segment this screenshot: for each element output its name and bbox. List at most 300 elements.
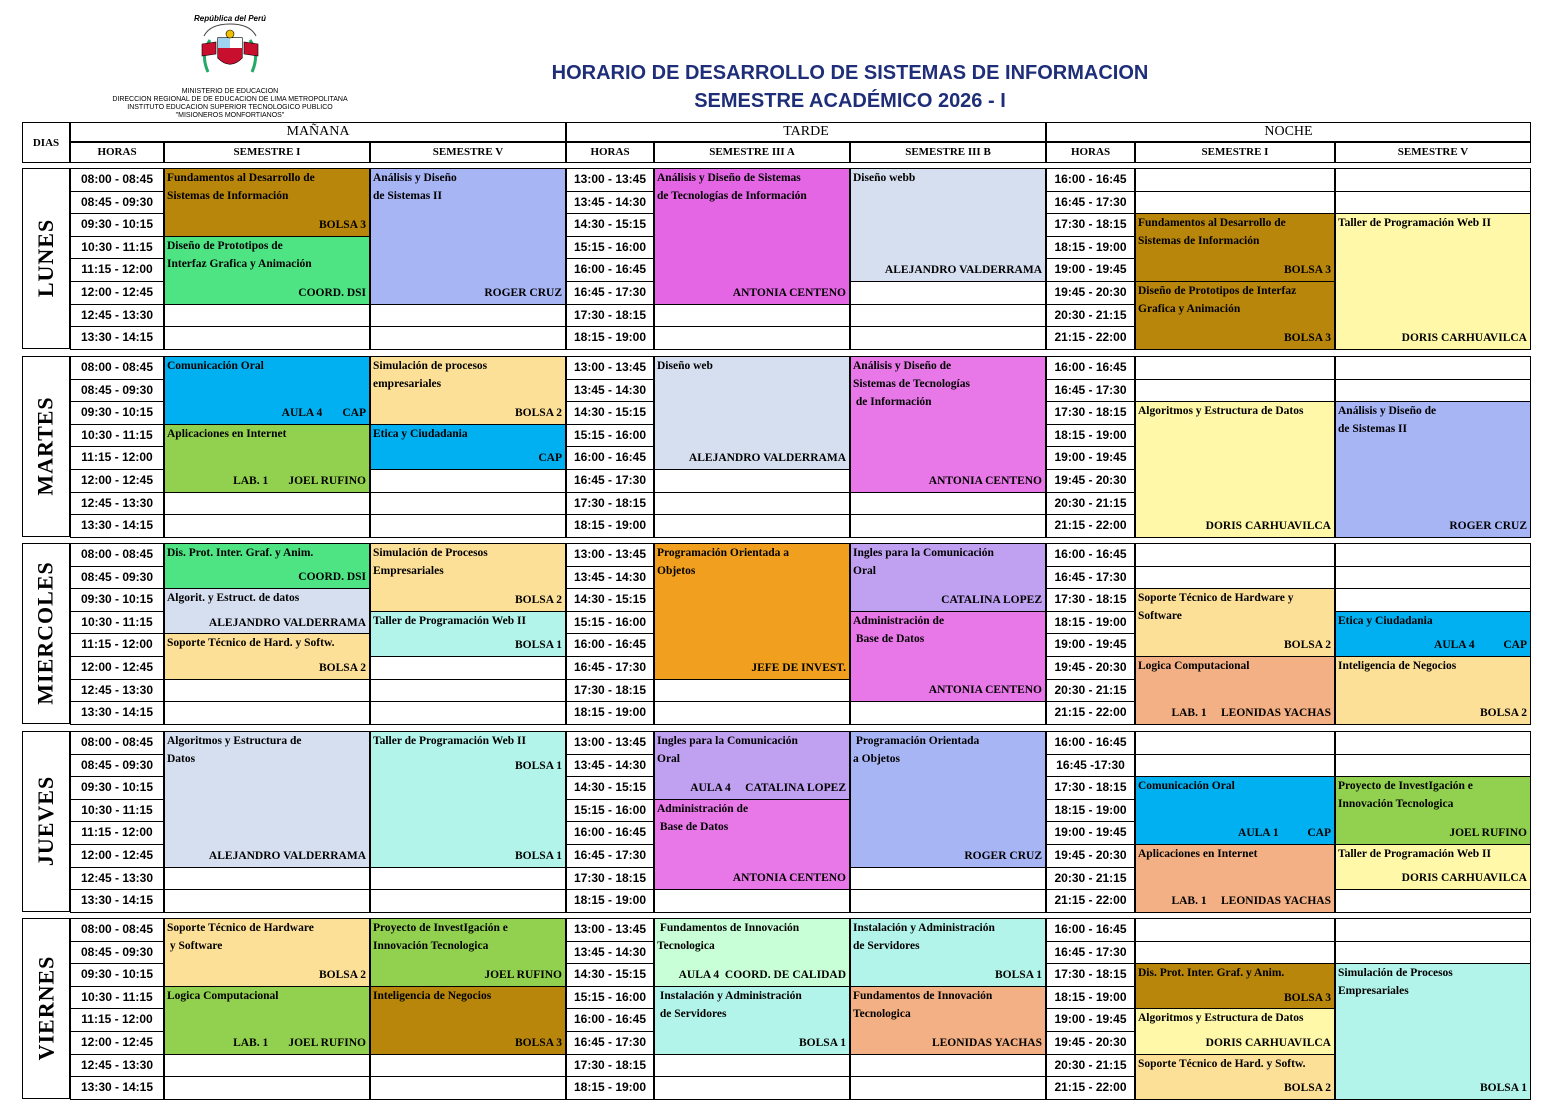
time-cell: [1046, 844, 1135, 868]
institution-line: INSTITUTO EDUCACION SUPERIOR TECNOLOGICO PUBLICO: [127, 104, 333, 111]
time-cell: [566, 799, 654, 823]
empty-slot: [370, 469, 566, 493]
time-label: 16:00 - 16:45: [1054, 172, 1127, 186]
column-subheader: [654, 142, 850, 163]
course-title-line: y Software: [167, 939, 223, 952]
column-subheader: [1135, 142, 1335, 163]
day-label-lunes: [22, 168, 70, 349]
course-title-line: de Servidores: [657, 1007, 727, 1020]
day-name: JUEVES: [33, 776, 59, 867]
empty-slot: [1135, 754, 1335, 778]
course-title-line: Aplicaciones en Internet: [1138, 848, 1258, 860]
course-title-line: Interfaz Grafica y Animación: [167, 257, 312, 270]
empty-slot: [1335, 588, 1531, 612]
course-footer: LAB. 1 LEONIDAS YACHAS: [1171, 894, 1331, 907]
turno-header: [70, 122, 566, 142]
day-name: LUNES: [33, 219, 59, 298]
time-label: 17:30 - 18:15: [573, 307, 647, 322]
time-label: 19:00 - 19:45: [1054, 637, 1127, 652]
course-title-line: Programación Orientada a: [657, 547, 790, 559]
course-title-line: Tecnologica: [853, 1007, 911, 1020]
day-label-martes: [22, 356, 70, 537]
time-cell: [70, 821, 164, 845]
course-title-line: Ingles para la Comunicación: [853, 547, 994, 559]
day-name: MIERCOLES: [33, 561, 59, 706]
column-subheader-label: HORAS: [1070, 146, 1111, 158]
course-block: [164, 356, 370, 425]
time-label: 20:30 - 21:15: [1054, 1057, 1127, 1072]
time-cell: [566, 754, 654, 778]
column-subheader: [566, 142, 654, 163]
time-label: 16:45 - 17:30: [573, 660, 647, 674]
time-cell: [1046, 679, 1135, 703]
empty-slot: [1135, 379, 1335, 403]
course-title-line: empresariales: [373, 377, 442, 390]
course-footer: BOLSA 3: [515, 1036, 562, 1049]
time-label: 16:45 - 17:30: [1054, 194, 1127, 209]
course-footer: ALEJANDRO VALDERRAMA: [688, 452, 846, 465]
course-block: [654, 168, 850, 305]
time-cell: [566, 963, 654, 987]
institution-line: DIRECCION REGIONAL DE DE EDUCACION DE LIMA METROPOLITANA: [112, 96, 348, 103]
course-title-line: Base de Datos: [657, 820, 729, 833]
course-footer: LAB. 1 JOEL RUFINO: [233, 1036, 366, 1049]
time-label: 12:45 - 13:30: [80, 682, 154, 697]
time-label: 16:00 - 16:45: [573, 450, 647, 465]
course-block: [654, 799, 850, 890]
course-block: [850, 918, 1046, 987]
course-title-line: Proyecto de InvestIgación e: [373, 922, 508, 934]
time-label: 19:45 - 20:30: [1054, 1035, 1127, 1049]
course-footer: BOLSA 2: [1480, 706, 1527, 719]
time-cell: [566, 258, 654, 282]
empty-slot: [654, 1054, 850, 1078]
time-label: 14:30 - 15:15: [573, 967, 647, 982]
column-subheader-label: SEMESTRE III A: [709, 146, 795, 158]
time-label: 14:30 - 15:15: [573, 217, 647, 232]
course-footer: BOLSA 3: [1284, 264, 1331, 277]
time-cell: [1046, 469, 1135, 493]
time-cell: [70, 424, 164, 448]
day-name: VIERNES: [33, 955, 58, 1061]
time-label: 13:00 - 13:45: [573, 735, 647, 749]
time-label: 16:00 - 16:45: [573, 637, 647, 652]
time-cell: [70, 514, 164, 538]
course-title-line: Comunicación Oral: [1138, 780, 1235, 793]
time-label: 19:00 - 19:45: [1054, 825, 1127, 840]
time-label: 12:00 - 12:45: [80, 285, 154, 299]
time-cell: [1046, 281, 1135, 305]
empty-slot: [1335, 566, 1531, 590]
course-title-line: Simulación de Procesos: [1338, 967, 1453, 980]
time-label: 16:00 - 16:45: [573, 825, 647, 840]
course-block: [1135, 281, 1335, 350]
course-title-line: Diseño de Prototipos de: [167, 239, 283, 252]
course-title-line: Inteligencia de Negocios: [1338, 660, 1457, 672]
course-block: [370, 168, 566, 305]
column-subheader: [1046, 142, 1135, 163]
time-cell: [1046, 446, 1135, 470]
empty-slot: [1135, 191, 1335, 215]
time-cell: [566, 236, 654, 260]
empty-slot: [1335, 918, 1531, 942]
column-subheader: [70, 142, 164, 163]
time-cell: [1046, 213, 1135, 237]
time-cell: [1046, 1054, 1135, 1078]
time-label: 10:30 - 11:15: [81, 239, 153, 254]
time-cell: [566, 1076, 654, 1100]
time-cell: [1046, 191, 1135, 215]
course-footer: ANTONIA CENTENO: [732, 872, 846, 885]
course-title-line: Software: [1138, 610, 1182, 622]
empty-slot: [850, 867, 1046, 891]
empty-slot: [370, 326, 566, 350]
empty-slot: [370, 867, 566, 891]
time-cell: [70, 986, 164, 1010]
course-footer: ROGER CRUZ: [964, 849, 1042, 862]
empty-slot: [654, 469, 850, 493]
time-cell: [566, 701, 654, 725]
time-cell: [1046, 799, 1135, 823]
course-title-line: Innovación Tecnologica: [1338, 798, 1454, 810]
course-footer: BOLSA 1: [515, 849, 562, 862]
course-block: [1135, 401, 1335, 538]
course-title-line: de Información: [853, 395, 932, 408]
time-label: 11:15 - 12:00: [81, 637, 153, 652]
time-label: 20:30 - 21:15: [1054, 870, 1127, 885]
course-footer: ALEJANDRO VALDERRAMA: [208, 849, 366, 862]
course-title-line: Empresariales: [1338, 985, 1409, 997]
time-cell: [70, 258, 164, 282]
time-cell: [1046, 754, 1135, 778]
course-footer: ANTONIA CENTENO: [732, 286, 846, 299]
time-cell: [566, 492, 654, 516]
time-label: 15:15 - 16:00: [573, 239, 647, 254]
time-cell: [1046, 326, 1135, 350]
time-label: 18:15 - 19:00: [573, 330, 647, 345]
time-label: 16:45 - 17:30: [1054, 569, 1127, 584]
time-cell: [566, 844, 654, 868]
course-block: [654, 543, 850, 680]
course-footer: BOLSA 2: [1284, 639, 1331, 652]
empty-slot: [164, 326, 370, 350]
empty-slot: [370, 514, 566, 538]
time-cell: [566, 543, 654, 567]
course-title-line: a Objetos: [853, 752, 900, 765]
time-cell: [70, 941, 164, 965]
course-title-line: Instalación y Administración: [657, 989, 802, 1002]
time-label: 12:00 - 12:45: [80, 1035, 154, 1049]
time-label: 13:30 - 14:15: [80, 705, 154, 720]
time-cell: [1046, 356, 1135, 380]
time-label: 19:45 - 20:30: [1054, 285, 1127, 299]
course-block: [370, 918, 566, 987]
time-label: 12:00 - 12:45: [80, 848, 154, 862]
column-subheader-label: SEMESTRE III B: [905, 146, 991, 158]
empty-slot: [370, 492, 566, 516]
column-subheader-label: SEMESTRE I: [233, 146, 301, 158]
time-label: 13:30 - 14:15: [80, 518, 154, 533]
course-footer: BOLSA 3: [1284, 991, 1331, 1004]
course-title-line: Datos: [167, 752, 196, 765]
empty-slot: [164, 1076, 370, 1100]
course-title-line: Ingles para la Comunicación: [657, 735, 798, 747]
time-label: 09:30 - 10:15: [80, 405, 154, 420]
course-title-line: Tecnologica: [657, 939, 715, 952]
empty-slot: [654, 326, 850, 350]
empty-slot: [1335, 379, 1531, 403]
empty-slot: [370, 889, 566, 913]
time-label: 11:15 - 12:00: [81, 262, 153, 277]
course-block: [370, 611, 566, 657]
time-cell: [566, 611, 654, 635]
course-block: [654, 986, 850, 1055]
time-cell: [70, 168, 164, 192]
time-label: 13:00 - 13:45: [573, 547, 647, 561]
time-label: 21:15 - 22:00: [1054, 1080, 1127, 1095]
time-label: 18:15 - 19:00: [1054, 802, 1127, 817]
course-block: [1135, 656, 1335, 725]
course-footer: BOLSA 2: [1284, 1081, 1331, 1094]
time-label: 15:15 - 16:00: [573, 989, 647, 1004]
time-cell: [70, 566, 164, 590]
time-cell: [1046, 424, 1135, 448]
course-footer: ANTONIA CENTENO: [928, 474, 1042, 487]
time-label: 13:45 - 14:30: [573, 757, 647, 772]
time-cell: [566, 326, 654, 350]
time-label: 15:15 - 16:00: [573, 802, 647, 817]
time-cell: [566, 281, 654, 305]
course-title-line: Innovación Tecnologica: [373, 939, 489, 952]
time-label: 19:00 - 19:45: [1054, 1012, 1127, 1027]
empty-slot: [850, 492, 1046, 516]
course-title-line: Fundamentos de Innovación: [657, 922, 800, 934]
time-label: 08:45 - 09:30: [80, 194, 154, 209]
time-cell: [566, 731, 654, 755]
time-label: 20:30 - 21:15: [1054, 307, 1127, 322]
empty-slot: [850, 1054, 1046, 1078]
course-title-line: Soporte Técnico de Hard. y Softw.: [167, 637, 335, 650]
course-block: [164, 236, 370, 305]
course-block: [1135, 1008, 1335, 1054]
time-label: 12:45 - 13:30: [80, 870, 154, 885]
course-block: [164, 168, 370, 237]
time-cell: [70, 867, 164, 891]
time-label: 10:30 - 11:15: [81, 802, 153, 817]
turno-header: [1046, 122, 1531, 142]
course-footer: AULA 4 COORD. DE CALIDAD: [678, 968, 846, 981]
time-cell: [1046, 1031, 1135, 1055]
time-cell: [70, 469, 164, 493]
course-title-line: Etica y Ciudadania: [1338, 614, 1433, 627]
time-label: 13:00 - 13:45: [573, 360, 647, 374]
time-cell: [1046, 168, 1135, 192]
time-label: 13:30 - 14:15: [80, 1080, 154, 1095]
time-label: 17:30 - 18:15: [573, 1057, 647, 1072]
course-footer: BOLSA 2: [515, 406, 562, 419]
course-footer: JEFE DE INVEST.: [751, 661, 846, 674]
course-block: [850, 356, 1046, 493]
time-label: 19:00 - 19:45: [1054, 262, 1127, 277]
course-title-line: Objetos: [657, 564, 696, 577]
course-block: [1335, 656, 1531, 725]
empty-slot: [654, 889, 850, 913]
empty-slot: [1335, 754, 1531, 778]
course-title-line: Taller de Programación Web II: [373, 735, 526, 747]
empty-slot: [654, 492, 850, 516]
course-title-line: Administración de: [657, 802, 749, 815]
time-cell: [70, 304, 164, 328]
course-title-line: Algorit. y Estruct. de datos: [167, 592, 300, 605]
empty-slot: [850, 701, 1046, 725]
course-block: [850, 611, 1046, 702]
time-label: 20:30 - 21:15: [1054, 495, 1127, 510]
time-cell: [70, 1031, 164, 1055]
empty-slot: [1135, 168, 1335, 192]
course-title-line: Sistemas de Tecnologías: [853, 377, 970, 390]
time-label: 13:45 - 14:30: [573, 569, 647, 584]
course-footer: COORD. DSI: [298, 571, 366, 584]
turno-label: MAÑANA: [286, 124, 350, 139]
time-cell: [70, 446, 164, 470]
course-title-line: Fundamentos al Desarrollo de: [1138, 217, 1286, 230]
course-block: [654, 918, 850, 987]
dias-header: [22, 122, 70, 163]
time-cell: [566, 918, 654, 942]
course-title-line: Algoritmos y Estructura de Datos: [1138, 405, 1304, 418]
empty-slot: [1335, 168, 1531, 192]
day-name: MARTES: [33, 396, 59, 497]
course-title-line: Aplicaciones en Internet: [167, 427, 287, 440]
turno-header: [566, 122, 1046, 142]
course-title-line: Sistemas de Información: [167, 189, 289, 202]
time-cell: [70, 889, 164, 913]
course-title-line: Grafica y Animación: [1138, 302, 1241, 315]
empty-slot: [370, 679, 566, 703]
course-footer: JOEL RUFINO: [1449, 827, 1527, 840]
time-cell: [566, 1008, 654, 1032]
time-label: 20:30 - 21:15: [1054, 682, 1127, 697]
time-cell: [1046, 543, 1135, 567]
time-cell: [1046, 776, 1135, 800]
course-block: [370, 731, 566, 868]
time-label: 16:00 - 16:45: [1054, 922, 1127, 936]
time-cell: [70, 401, 164, 425]
time-cell: [1046, 867, 1135, 891]
time-label: 13:45 - 14:30: [573, 944, 647, 959]
course-block: [370, 543, 566, 612]
empty-slot: [164, 1054, 370, 1078]
time-label: 19:45 - 20:30: [1054, 848, 1127, 862]
time-cell: [566, 514, 654, 538]
empty-slot: [164, 867, 370, 891]
time-label: 08:45 - 09:30: [80, 382, 154, 397]
time-cell: [70, 492, 164, 516]
course-footer: BOLSA 1: [799, 1036, 846, 1049]
course-block: [1135, 776, 1335, 845]
day-label-miercoles: [22, 543, 70, 724]
course-footer: ROGER CRUZ: [484, 286, 562, 299]
course-block: [370, 356, 566, 425]
time-cell: [70, 379, 164, 403]
time-cell: [70, 679, 164, 703]
time-label: 17:30 - 18:15: [573, 870, 647, 885]
course-title-line: Oral: [853, 564, 876, 577]
course-block: [1335, 213, 1531, 350]
course-footer: BOLSA 2: [515, 593, 562, 606]
time-label: 21:15 - 22:00: [1054, 705, 1127, 720]
time-cell: [70, 588, 164, 612]
time-label: 13:45 - 14:30: [573, 382, 647, 397]
time-label: 08:00 - 08:45: [80, 172, 154, 186]
time-cell: [1046, 492, 1135, 516]
course-title-line: Taller de Programación Web II: [1338, 217, 1491, 230]
course-block: [1135, 963, 1335, 1009]
empty-slot: [370, 656, 566, 680]
time-cell: [566, 588, 654, 612]
time-cell: [70, 281, 164, 305]
time-label: 13:30 - 14:15: [80, 893, 154, 908]
time-cell: [70, 633, 164, 657]
time-label: 09:30 - 10:15: [80, 967, 154, 982]
course-footer: LAB. 1 JOEL RUFINO: [233, 474, 366, 487]
time-cell: [1046, 889, 1135, 913]
course-footer: CATALINA LOPEZ: [941, 593, 1042, 606]
course-footer: BOLSA 1: [995, 968, 1042, 981]
empty-slot: [1135, 918, 1335, 942]
empty-slot: [850, 1076, 1046, 1100]
empty-slot: [1135, 941, 1335, 965]
institution-line: MINISTERIO DE EDUCACION: [181, 88, 279, 95]
time-cell: [566, 633, 654, 657]
time-cell: [1046, 304, 1135, 328]
course-title-line: Análisis y Diseño de: [853, 360, 952, 372]
course-block: [1335, 844, 1531, 890]
time-label: 16:00 - 16:45: [1054, 735, 1127, 749]
time-label: 12:45 - 13:30: [80, 495, 154, 510]
course-title-line: Fundamentos de Innovación: [853, 989, 993, 1002]
time-label: 16:45 - 17:30: [573, 848, 647, 862]
time-cell: [70, 799, 164, 823]
course-footer: ALEJANDRO VALDERRAMA: [884, 264, 1042, 277]
time-label: 19:45 - 20:30: [1054, 660, 1127, 674]
course-footer: COORD. DSI: [298, 286, 366, 299]
time-cell: [566, 679, 654, 703]
schedule-title: HORARIO DE DESARROLLO DE SISTEMAS DE INFORMACION: [551, 62, 1149, 84]
time-cell: [1046, 401, 1135, 425]
course-footer: BOLSA 3: [1284, 331, 1331, 344]
time-label: 13:30 - 14:15: [80, 330, 154, 345]
time-label: 21:15 - 22:00: [1054, 330, 1127, 345]
empty-slot: [1335, 191, 1531, 215]
time-label: 16:45 - 17:30: [573, 1035, 647, 1049]
time-cell: [1046, 514, 1135, 538]
time-cell: [566, 1031, 654, 1055]
time-cell: [566, 469, 654, 493]
time-cell: [1046, 611, 1135, 635]
time-label: 17:30 - 18:15: [1054, 780, 1127, 795]
empty-slot: [654, 304, 850, 328]
time-label: 15:15 - 16:00: [573, 614, 647, 629]
empty-slot: [850, 304, 1046, 328]
empty-slot: [370, 1076, 566, 1100]
time-label: 21:15 - 22:00: [1054, 518, 1127, 533]
time-cell: [70, 191, 164, 215]
time-cell: [566, 986, 654, 1010]
time-cell: [70, 1076, 164, 1100]
course-title-line: Simulación de Procesos: [373, 547, 488, 559]
column-subheader-label: SEMESTRE V: [432, 146, 504, 158]
